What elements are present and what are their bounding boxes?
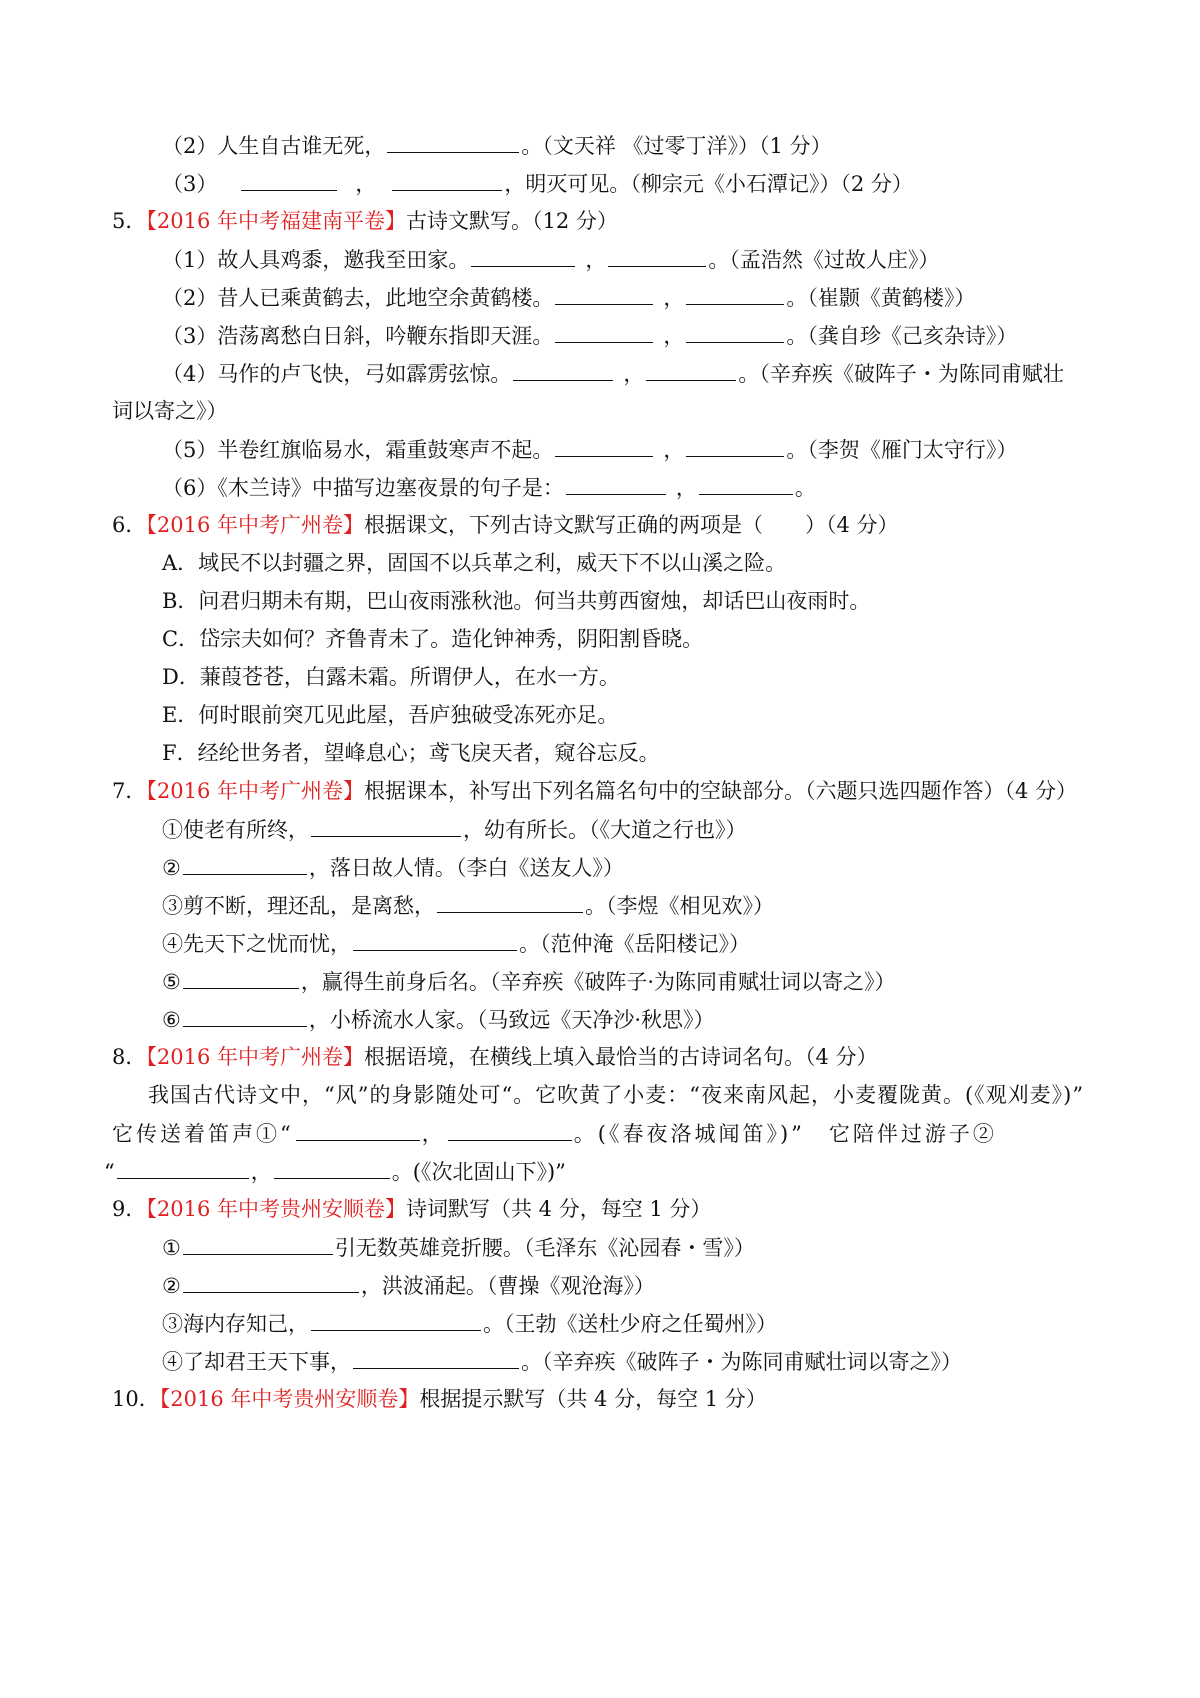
- line-text: （4）马作的卢飞快，弓如霹雳弦惊。: [162, 362, 512, 386]
- answer-blank[interactable]: [555, 434, 653, 457]
- fill-line: ①使老有所终， ，幼有所长。（《大道之行也》）: [0, 814, 1140, 845]
- question-5-header: [0, 206, 1140, 236]
- option-f[interactable]: F．经纶世务者，望峰息心；鸢飞戾天者，窥谷忘反。: [162, 741, 660, 765]
- line-text: 。（崔颢《黄鹤楼》）: [786, 286, 976, 310]
- answer-blank[interactable]: [387, 130, 519, 153]
- fill-line: ⑤ ，赢得生前身后名。（辛弃疾《破阵子·为陈同甫赋壮词以寄之》）: [0, 966, 1140, 997]
- source-tag: 【2016 年中考福建南平卷】: [146, 209, 406, 233]
- line-text: 。（孟浩然《过故人庄》）: [708, 248, 940, 272]
- fill-line: ② ，洪波涌起。（曹操《观沧海》）: [0, 1270, 1140, 1301]
- line-text: 。（李贺《雁门太守行》）: [786, 438, 1018, 462]
- answer-blank[interactable]: [296, 1118, 420, 1141]
- answer-blank[interactable]: [555, 282, 653, 305]
- answer-blank[interactable]: [183, 966, 299, 989]
- answer-blank[interactable]: [686, 282, 784, 305]
- question-number: 9．: [112, 1197, 147, 1221]
- line-text: 。（龚自珍《己亥杂诗》）: [786, 324, 1018, 348]
- line-text: ，: [623, 362, 645, 386]
- answer-blank[interactable]: [686, 320, 784, 343]
- fill-line: [0, 282, 1140, 313]
- line-text: 。（辛弃疾《破阵子・为陈同甫赋壮: [738, 362, 1064, 386]
- question-number: 7．: [112, 779, 147, 803]
- answer-blank[interactable]: [117, 1156, 249, 1179]
- option-b[interactable]: B．问君归期未有期，巴山夜雨涨秋池。何当共剪西窗烛，却话巴山夜雨时。: [162, 589, 871, 613]
- fill-line: [0, 358, 1140, 389]
- line-text: 。: [794, 476, 816, 500]
- question-prompt: 诗词默写（共 4 分，每空 1 分）: [406, 1197, 712, 1221]
- option-d[interactable]: D．蒹葭苍苍，白露未霜。所谓伊人，在水一方。: [162, 665, 620, 689]
- answer-blank[interactable]: [437, 890, 583, 913]
- answer-blank[interactable]: [448, 1118, 572, 1141]
- question-number: 6．: [112, 513, 147, 537]
- source-tag: 【2016 年中考广州卷】: [146, 779, 364, 803]
- line-text: ，: [663, 286, 685, 310]
- answer-blank[interactable]: [471, 244, 575, 267]
- option-c[interactable]: C．岱宗夫如何？齐鲁青未了。造化钟神秀，阴阳割昏晓。: [162, 627, 704, 651]
- question-prompt: 根据课本，补写出下列名篇名句中的空缺部分。（六题只选四题作答）（4 分）: [364, 779, 1078, 803]
- line-text: 。（文天祥 《过零丁洋》）（1 分）: [521, 134, 832, 158]
- fill-line: ④了却君王天下事， 。（辛弃疾《破阵子・为陈同甫赋壮词以寄之》）: [0, 1346, 1140, 1377]
- answer-blank[interactable]: [353, 1346, 519, 1369]
- question-prompt: 古诗文默写。（12 分）: [406, 209, 618, 233]
- question-10-header: [0, 1384, 1140, 1414]
- question-prompt: 根据课文，下列古诗文默写正确的两项是（ ）（4 分）: [364, 513, 899, 537]
- fill-line: ⑥ ，小桥流水人家。（马致远《天净沙·秋思》）: [0, 1004, 1140, 1035]
- fill-line: [0, 130, 1140, 161]
- answer-blank[interactable]: [513, 358, 613, 381]
- answer-blank[interactable]: [608, 244, 706, 267]
- line-text: （5）半卷红旗临易水，霜重鼓寒声不起。: [162, 438, 554, 462]
- option-a[interactable]: A．域民不以封疆之界，固国不以兵革之利，威天下不以山溪之险。: [162, 551, 787, 575]
- question-6-header: [0, 510, 1140, 540]
- line-text: 词以寄之》）: [112, 399, 228, 423]
- answer-blank[interactable]: [183, 1232, 333, 1255]
- continuation-line: [0, 396, 1140, 426]
- answer-blank[interactable]: [183, 1004, 307, 1027]
- question-9-header: [0, 1194, 1140, 1224]
- source-tag: 【2016 年中考贵州安顺卷】: [146, 1197, 406, 1221]
- fill-line: [0, 168, 1140, 199]
- passage-line: 我国古代诗文中，“风”的身影随处可“。它吹黄了小麦：“夜来南风起，小麦覆陇黄。(《观刈麦》)”: [148, 1083, 1085, 1107]
- question-number: 5．: [112, 209, 147, 233]
- answer-blank[interactable]: [686, 434, 784, 457]
- question-prompt: 根据提示默写（共 4 分，每空 1 分）: [419, 1387, 767, 1411]
- line-text: （2）昔人已乘黄鹤去，此地空余黄鹤楼。: [162, 286, 554, 310]
- answer-blank[interactable]: [646, 358, 736, 381]
- line-text: （3）浩荡离愁白日斜，吟鞭东指即天涯。: [162, 324, 554, 348]
- answer-blank[interactable]: [311, 1308, 481, 1331]
- fill-line: [0, 320, 1140, 351]
- source-tag: 【2016 年中考广州卷】: [146, 513, 364, 537]
- question-7-header: [0, 776, 1140, 806]
- answer-blank[interactable]: [241, 168, 337, 191]
- option-e[interactable]: E．何时眼前突兀见此屋，吾庐独破受冻死亦足。: [162, 703, 619, 727]
- fill-line: ④先天下之忧而忧， 。（范仲淹《岳阳楼记》）: [0, 928, 1140, 959]
- source-tag: 【2016 年中考广州卷】: [146, 1045, 364, 1069]
- source-tag: 【2016 年中考贵州安顺卷】: [159, 1387, 420, 1411]
- fill-line: ③剪不断，理还乱，是离愁， 。（李煜《相见欢》）: [0, 890, 1140, 921]
- answer-blank[interactable]: [353, 928, 517, 951]
- line-text: ，明灭可见。（柳宗元《小石潭记》）（2 分）: [504, 172, 913, 196]
- fill-line: [0, 434, 1140, 465]
- question-8-header: [0, 1042, 1140, 1072]
- fill-line: ① 引无数英雄竞折腰。（毛泽东《沁园春・雪》）: [0, 1232, 1140, 1263]
- line-text: ，: [585, 248, 607, 272]
- answer-blank[interactable]: [566, 472, 666, 495]
- fill-line: [0, 244, 1140, 275]
- answer-blank[interactable]: [183, 1270, 359, 1293]
- question-prompt: 根据语境，在横线上填入最恰当的古诗词名句。（4 分）: [364, 1045, 878, 1069]
- line-text: （1）故人具鸡黍，邀我至田家。: [162, 248, 470, 272]
- answer-blank[interactable]: [699, 472, 793, 495]
- question-number: 10．: [112, 1387, 160, 1411]
- fill-line: ③海内存知己， 。（王勃《送杜少府之任蜀州》）: [0, 1308, 1140, 1339]
- answer-blank[interactable]: [274, 1156, 390, 1179]
- answer-blank[interactable]: [311, 814, 461, 837]
- line-text: ，: [355, 172, 377, 196]
- line-text: ，: [675, 476, 697, 500]
- fill-line: “ ， 。(《次北固山下》)”: [0, 1156, 1140, 1187]
- line-text: ，: [663, 438, 685, 462]
- fill-line: ② ，落日故人情。（李白《送友人》）: [0, 852, 1140, 883]
- line-text: （6）《木兰诗》中描写边塞夜景的句子是：: [162, 476, 564, 500]
- line-text: （2）人生自古谁无死，: [162, 134, 386, 158]
- line-text: （3）: [162, 172, 218, 196]
- fill-line: 它传送着笛声①“ ， 。(《春夜洛城闻笛》)” 它陪伴过游子②: [0, 1118, 1140, 1149]
- answer-blank[interactable]: [183, 852, 307, 875]
- answer-blank[interactable]: [392, 168, 502, 191]
- answer-blank[interactable]: [555, 320, 653, 343]
- fill-line: [0, 472, 1140, 503]
- line-text: ，: [663, 324, 685, 348]
- question-number: 8．: [112, 1045, 147, 1069]
